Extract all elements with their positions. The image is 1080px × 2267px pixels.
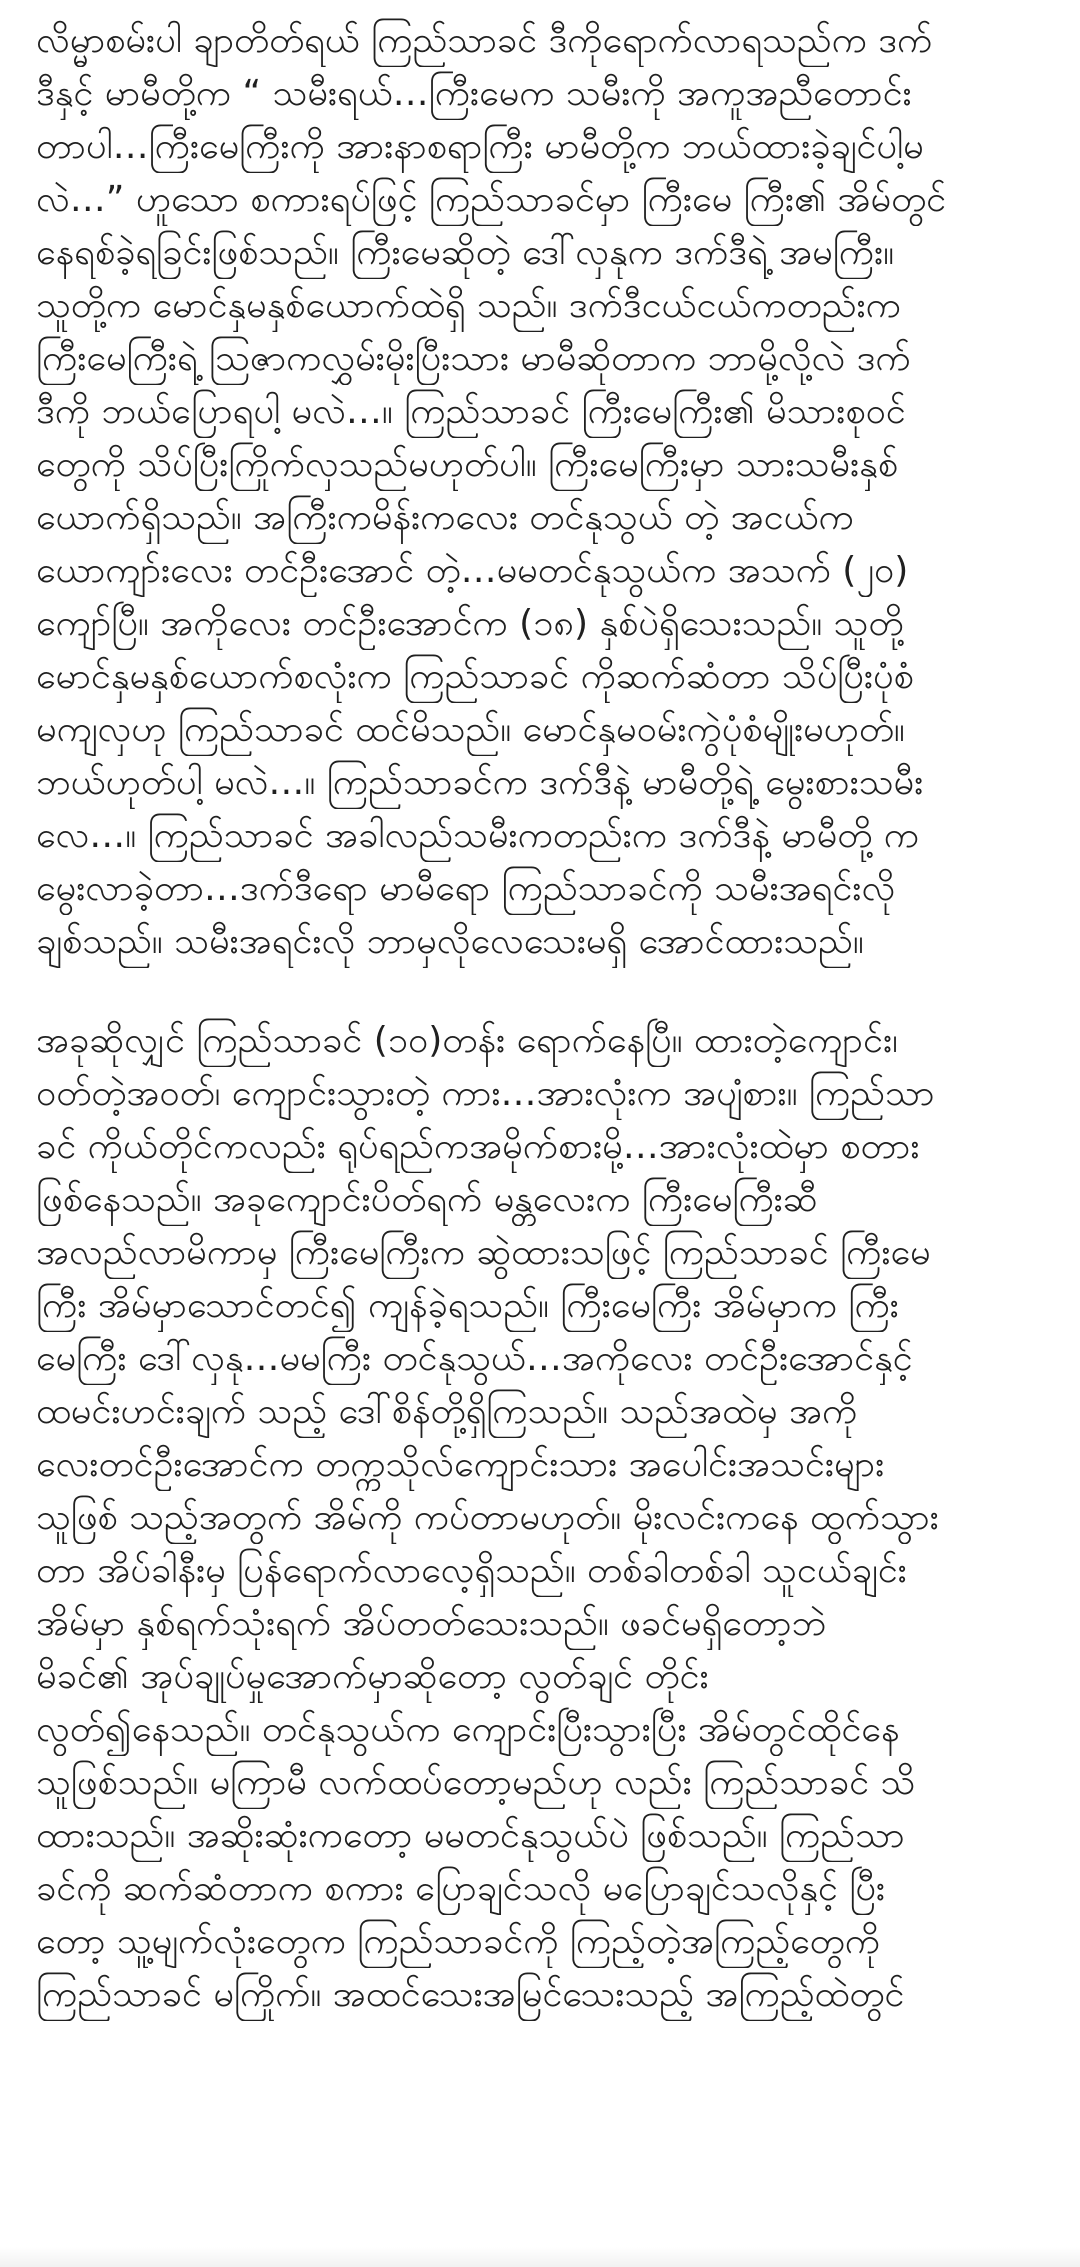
text-line: အခုဆိုလျှင် ကြည်သာခင် (၁၀)တန်း ရောက်နေပြီ။ ထားတဲ့ကျောင်း၊	[36, 1020, 898, 1061]
text-line: မောင်နှမနှစ်ယောက်စလုံးက ကြည်သာခင် ကိုဆက်ဆံတာ သိပ်ပြီးပုံစံ	[36, 656, 914, 697]
text-line: မွေးလာခဲ့တာ…ဒက်ဒီရော မာမီရော ကြည်သာခင်ကို သမီးအရင်းလို	[36, 868, 896, 909]
text-line: ချစ်သည်။ သမီးအရင်းလို ဘာမှလိုလေသေးမရှိ အောင်ထားသည်။	[36, 921, 864, 962]
text-line: သူဖြစ် သည့်အတွက် အိမ်ကို ကပ်တာမဟုတ်။ မိုးလင်းကနေ ထွက်သွား	[36, 1497, 939, 1538]
text-line: မိခင်၏ အုပ်ချုပ်မှုအောက်မှာဆိုတော့ လွတ်ချင် တိုင်း	[36, 1656, 709, 1697]
bottom-fade	[0, 2247, 1080, 2267]
text-line: လေးတင်ဦးအောင်က တက္ကသိုလ်ကျောင်းသား အပေါင်းအသင်းများ	[36, 1444, 885, 1485]
text-line: ဖြစ်နေသည်။ အခုကျောင်းပိတ်ရက် မန္တလေးက ကြီးမေကြီးဆီ	[36, 1179, 818, 1220]
text-line: တွေကို သိပ်ပြီးကြိုက်လှသည်မဟုတ်ပါ။ ကြီးမေကြီးမှာ သားသမီးနှစ်	[36, 444, 898, 485]
text-line: လိမ္မာစမ်းပါ ချာတိတ်ရယ် ကြည်သာခင် ဒီကိုရောက်လာရသည်က ဒက်	[36, 20, 933, 61]
text-line: ကြီးမေကြီးရဲ့ သြဇာကလွှမ်းမိုးပြီးသား မာမီဆိုတာက ဘာမို့လို့လဲ ဒက်	[36, 338, 911, 379]
text-line: ခင်ကို ဆက်ဆံတာက စကား ပြောချင်သလို မပြောချင်သလိုနှင့် ပြီး	[36, 1868, 886, 1909]
text-line: လဲ…” ဟူသော စကားရပ်ဖြင့် ကြည်သာခင်မှာ ကြီးမေ ကြီး၏ အိမ်တွင်	[36, 179, 947, 220]
text-line: မေကြီး ဒေါ်လှနု…မမကြီး တင်နုသွယ်…အကိုလေး တင်ဦးအောင်နှင့်	[36, 1338, 913, 1379]
text-line: အလည်လာမိကာမှ ကြီးမေကြီးက ဆွဲထားသဖြင့် ကြည်သာခင် ကြီးမေ	[36, 1232, 931, 1273]
text-line: နေရစ်ခဲ့ရခြင်းဖြစ်သည်။ ကြီးမေဆိုတဲ့ ဒေါ်လှနုက ဒက်ဒီရဲ့ အမကြီး။	[36, 232, 895, 273]
text-line: ထမင်းဟင်းချက် သည့် ဒေါ်စိန်တို့ရှိကြသည်။ သည်အထဲမှ အကို	[36, 1391, 858, 1432]
text-line: ဒီကို ဘယ်ပြောရပါ့ မလဲ…။ ကြည်သာခင် ကြီးမေကြီး၏ မိသားစုဝင်	[36, 391, 906, 432]
text-line: ဒီနှင့် မာမီတို့က “ သမီးရယ်…ကြီးမေက သမီးကို အကူအညီတောင်း	[36, 73, 912, 114]
text-line: လေ…။ ကြည်သာခင် အခါလည်သမီးကတည်းက ဒက်ဒီနဲ့ မာမီတို့ က	[36, 815, 919, 856]
text-line: အိမ်မှာ နှစ်ရက်သုံးရက် အိပ်တတ်သေးသည်။ ဖခင်မရှိတော့ဘဲ	[36, 1603, 827, 1644]
text-line: တာပါ…ကြီးမေကြီးကို အားနာစရာကြီး မာမီတို့က ဘယ်ထားခဲ့ချင်ပါ့မ	[36, 126, 924, 167]
text-line: ကြည်သာခင် မကြိုက်။ အထင်သေးအမြင်သေးသည့် အကြည့်ထဲတွင်	[36, 1974, 905, 2015]
text-line: ကျော်ပြီ။ အကိုလေး တင်ဦးအောင်က (၁၈) နှစ်ပဲရှိသေးသည်။ သူတို့	[36, 603, 904, 644]
text-line: ဘယ်ဟုတ်ပါ့ မလဲ…။ ကြည်သာခင်က ဒက်ဒီနဲ့ မာမီတို့ရဲ့ မွေးစားသမီး	[36, 762, 924, 803]
text-line: ယောက်ရှိသည်။ အကြီးကမိန်းကလေး တင်နုသွယ် တဲ့ အငယ်က	[36, 497, 854, 538]
text-line: ဝတ်တဲ့အဝတ်၊ ကျောင်းသွားတဲ့ ကား…အားလုံးက အပျံစား။ ကြည်သာ	[36, 1073, 935, 1114]
text-line: မကျလှဟု ကြည်သာခင် ထင်မိသည်။ မောင်နှမဝမ်းကွဲပုံစံမျိုးမဟုတ်။	[36, 709, 905, 750]
text-line: ကြီး အိမ်မှာသောင်တင်၍ ကျန်ခဲ့ရသည်။ ကြီးမေကြီး အိမ်မှာက ကြီး	[36, 1285, 899, 1326]
paragraph-2	[36, 1014, 1044, 2021]
text-line: တာ အိပ်ခါနီးမှ ပြန်ရောက်လာလေ့ရှိသည်။ တစ်ခါတစ်ခါ သူငယ်ချင်း	[36, 1550, 907, 1591]
text-line: သူဖြစ်သည်။ မကြာမီ လက်ထပ်တော့မည်ဟု လည်း ကြည်သာခင် သိ	[36, 1762, 916, 1803]
text-line: တော့ သူ့မျက်လုံးတွေက ကြည်သာခင်ကို ကြည့်တဲ့အကြည့်တွေကို	[36, 1921, 880, 1962]
text-line: ခင် ကိုယ်တိုင်ကလည်း ရုပ်ရည်ကအမိုက်စားမို့…အားလုံးထဲမှာ စတား	[36, 1126, 920, 1167]
text-line: ထားသည်။ အဆိုးဆုံးကတော့ မမတင်နုသွယ်ပဲ ဖြစ်သည်။ ကြည်သာ	[36, 1815, 905, 1856]
text-line: ယောကျာ်းလေး တင်ဦးအောင် တဲ့…မမတင်နုသွယ်က အသက် (၂၀)	[36, 550, 909, 591]
text-line: လွတ်၍နေသည်။ တင်နုသွယ်က ကျောင်းပြီးသွားပြီး အိမ်တွင်ထိုင်နေ	[36, 1709, 900, 1750]
text-line: သူတို့က မောင်နှမနှစ်ယောက်ထဲရှိ သည်။ ဒက်ဒီငယ်ငယ်ကတည်းက	[36, 285, 901, 326]
paragraph-1	[36, 14, 1044, 968]
